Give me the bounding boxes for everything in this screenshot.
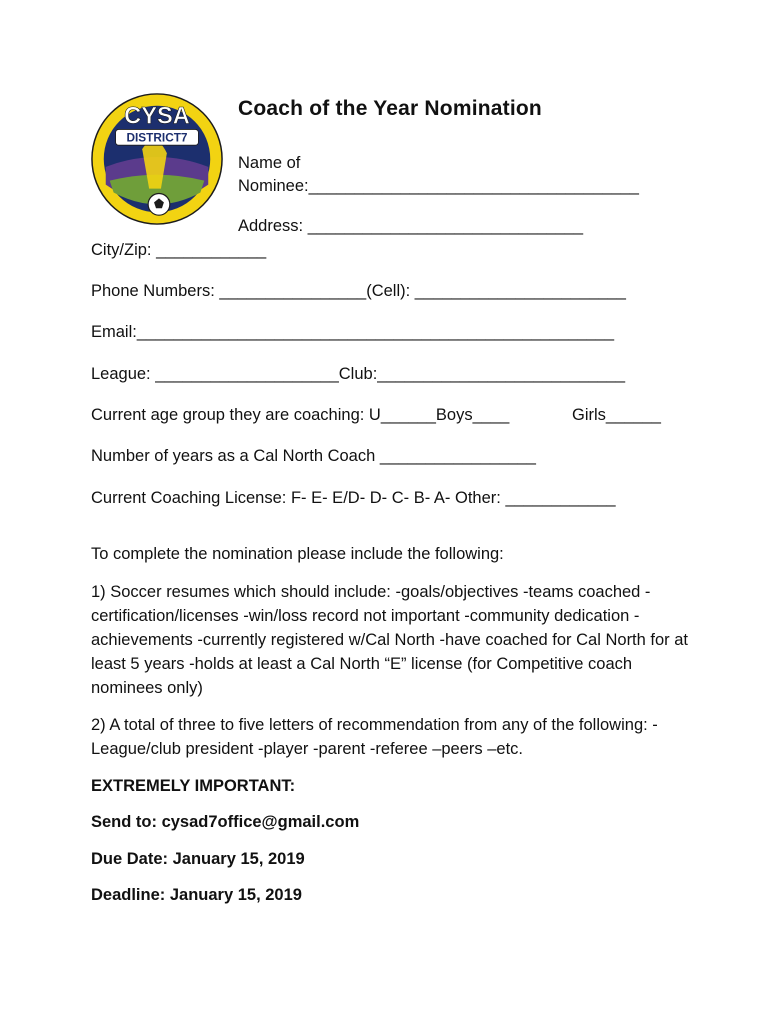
name-label: Name of — [238, 154, 301, 172]
girls-field[interactable]: Girls______ — [572, 406, 661, 424]
due-date: Due Date: January 15, 2019 — [91, 850, 305, 868]
coaching-license-field[interactable]: Current Coaching License: F- E- E/D- D- C- B- A- Other: ____________ — [91, 489, 616, 507]
cysa-district7-logo — [88, 90, 226, 228]
nominee-field[interactable]: Nominee:____________________________________ — [238, 177, 639, 195]
phone-field[interactable]: Phone Numbers: ________________(Cell): _______________________ — [91, 282, 626, 300]
deadline: Deadline: January 15, 2019 — [91, 886, 302, 904]
years-coaching-field[interactable]: Number of years as a Cal North Coach _________________ — [91, 447, 536, 465]
logo-banner-text: DISTRICT7 — [126, 130, 188, 145]
logo-top-text: CYSA — [124, 103, 190, 130]
instructions-intro: To complete the nomination please include the following: — [91, 545, 504, 563]
email-field[interactable]: Email:____________________________________________________ — [91, 323, 615, 341]
city-zip-field[interactable]: City/Zip: ____________ — [91, 241, 267, 259]
important-heading: EXTREMELY IMPORTANT: — [91, 777, 296, 795]
send-to-email: Send to: cysad7office@gmail.com — [91, 813, 360, 831]
page-title: Coach of the Year Nomination — [238, 97, 542, 120]
league-club-field[interactable]: League: ____________________Club:___________________________ — [91, 365, 626, 383]
instructions-item-1: 1) Soccer resumes which should include: -goals/objectives -teams coached -certification/licenses -win/loss record not important -community dedication -achievements -currently registered w/Cal North -have coached for Cal North for at least 5 years -holds at least a Cal North “E” license (for Competitive coach nominees only) — [91, 583, 689, 697]
age-group-field[interactable]: Current age group they are coaching: U______Boys____ — [91, 406, 510, 424]
instructions-item-2: 2) A total of three to five letters of recommendation from any of the following: -League/club president -player -parent -referee –peers –etc. — [91, 716, 658, 758]
address-field[interactable]: Address: ______________________________ — [238, 217, 583, 235]
